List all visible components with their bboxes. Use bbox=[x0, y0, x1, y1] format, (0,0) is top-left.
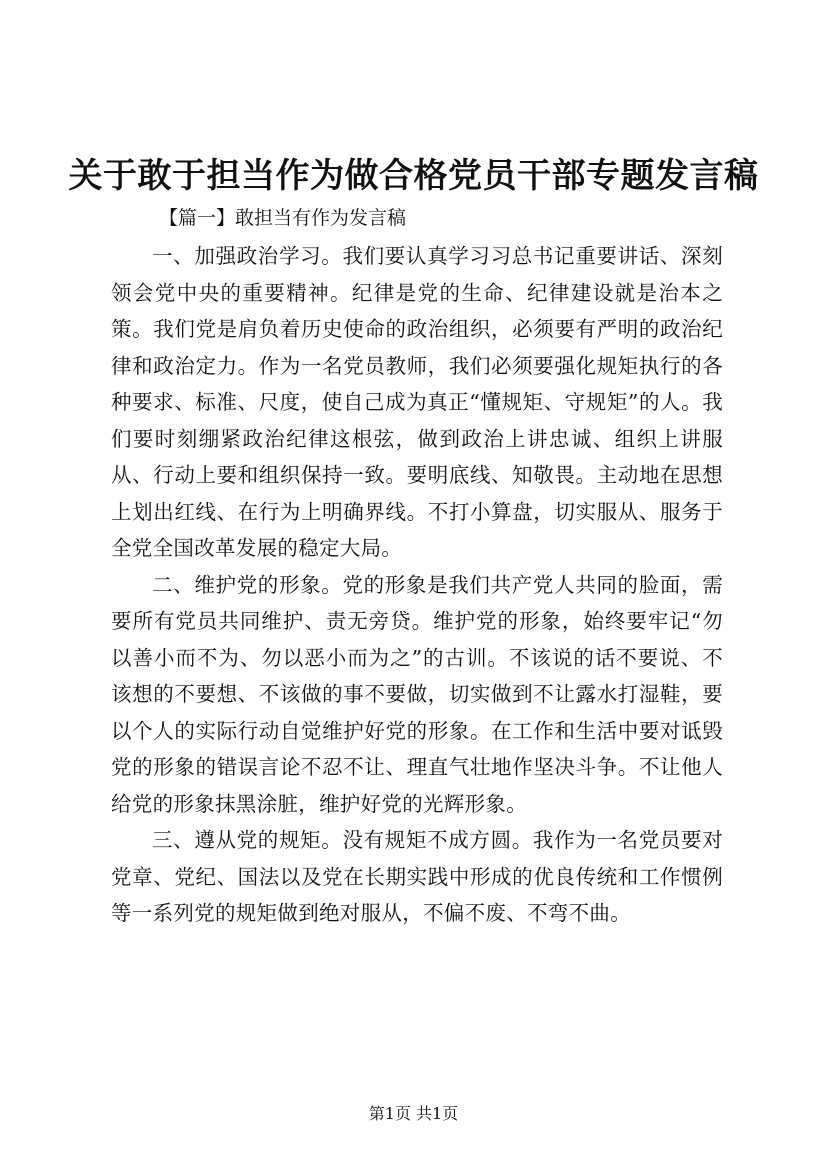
paragraph-2: 二、维护党的形象。党的形象是我们共产党人共同的脸面，需要所有党员共同维护、责无旁贷。维护党的形象，始终要牢记“勿以善小而不为、勿以恶小而为之”的古训。不该说的话不要说、不该想的不要想、不该做的事不要做，切实做到不让露水打湿鞋，要以个人的实际行动自觉维护好党的形象。在工作和生活中要对诋毁党的形象的错误言论不忍不让、理直气壮地作坚决斗争。不让他人给党的形象抹黑涂脏，维护好党的光辉形象。 bbox=[111, 572, 723, 816]
section-heading: 【篇一】敢担当有作为发言稿 bbox=[159, 207, 407, 229]
paragraph-3: 三、遵从党的规矩。没有规矩不成方圆。我作为一名党员要对党章、党纪、国法以及党在长期实践中形成的优良传统和工作惯例等一系列党的规矩做到绝对服从，不偏不废、不弯不曲。 bbox=[111, 828, 723, 925]
document-body bbox=[111, 238, 723, 932]
paragraph-1: 一、加强政治学习。我们要认真学习习总书记重要讲话、深刻领会党中央的重要精神。纪律是党的生命、纪律建设就是治本之策。我们党是肩负着历史使命的政治组织，必须要有严明的政治纪律和政治定力。作为一名党员教师，我们必须要强化规矩执行的各种要求、标准、尺度，使自己成为真正“懂规矩、守规矩”的人。我们要时刻绷紧政治纪律这根弦，做到政治上讲忠诚、组织上讲服从、行动上要和组织保持一致。要明底线、知敬畏。主动地在思想上划出红线、在行为上明确界线。不打小算盘，切实服从、服务于全党全国改革发展的稳定大局。 bbox=[111, 244, 723, 560]
page-footer: 第1页 共1页 bbox=[368, 1104, 459, 1123]
document-title: 关于敢于担当作为做合格党员干部专题发言稿 bbox=[68, 156, 759, 196]
